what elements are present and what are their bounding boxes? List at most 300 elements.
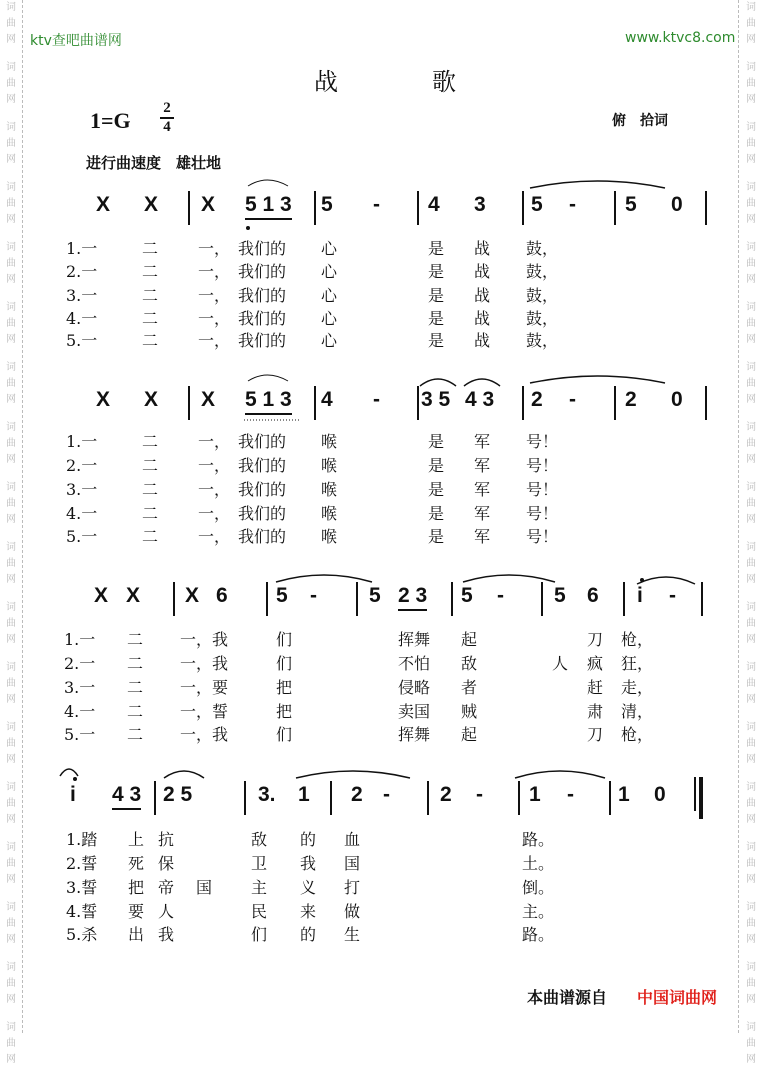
lyric-syllable: 们 — [251, 925, 268, 944]
lyric-syllable: 战 — [474, 286, 491, 305]
note-dash: - — [310, 584, 317, 607]
lyric-syllable: 号！ — [526, 527, 559, 546]
watermark-char: 词 — [746, 122, 756, 133]
lyric-syllable: 不怕 — [398, 654, 431, 673]
lyric-syllable: 是 — [428, 331, 445, 350]
watermark-char: 曲 — [746, 738, 756, 749]
watermark-char: 网 — [6, 934, 16, 945]
watermark-char: 网 — [746, 214, 756, 225]
lyric-syllable: 打 — [344, 878, 361, 897]
watermark-char: 词 — [6, 422, 16, 433]
lyric-syllable: 一， — [198, 331, 231, 350]
watermark-char: 曲 — [6, 198, 16, 209]
lyric-syllable: 鼓， — [526, 331, 559, 350]
lyric-syllable: 我们的 — [238, 432, 287, 451]
lyric-syllable: 土。 — [522, 854, 555, 873]
triplet-bracket — [248, 375, 288, 381]
site-name-left[interactable]: ktv查吧曲谱网 — [30, 33, 122, 49]
watermark-char: 曲 — [746, 18, 756, 29]
lyric-syllable: 一， — [198, 309, 231, 328]
slur — [60, 769, 78, 776]
lyric-syllable: 我们的 — [238, 262, 287, 281]
note-digit: 5 — [554, 584, 566, 607]
watermark-char: 曲 — [6, 558, 16, 569]
watermark-char: 网 — [746, 34, 756, 45]
note-dash: - — [476, 783, 483, 806]
lyric-syllable: 3.一 — [66, 286, 98, 305]
watermark-column — [4, 240, 18, 288]
lyric-syllable: 枪， — [621, 725, 654, 744]
note-digit: 5 1 3 — [245, 388, 292, 415]
note-dash: - — [669, 584, 676, 607]
lyric-syllable: 是 — [428, 504, 445, 523]
watermark-column — [744, 60, 758, 108]
watermark-char: 曲 — [6, 498, 16, 509]
lyric-syllable: 3.一 — [66, 480, 98, 499]
watermark-char: 网 — [746, 154, 756, 165]
watermark-char: 词 — [746, 422, 756, 433]
lyric-syllable: 起 — [461, 630, 478, 649]
watermark-char: 词 — [6, 902, 16, 913]
lyric-syllable: 国 — [344, 854, 361, 873]
lyric-syllable: 国 — [196, 878, 213, 897]
note-rhythm-x: X — [144, 388, 159, 411]
lyric-syllable: 一，誓 — [180, 702, 229, 721]
watermark-char: 网 — [746, 754, 756, 765]
lyric-syllable: 狂， — [621, 654, 654, 673]
time-sig-top: 2 — [163, 100, 171, 116]
lyric-syllable: 二 — [142, 286, 159, 305]
lyric-syllable: 血 — [344, 830, 361, 849]
lyric-syllable: 军 — [474, 504, 491, 523]
watermark-column — [744, 600, 758, 648]
watermark-char: 曲 — [746, 138, 756, 149]
tempo-marking: 进行曲速度 雄壮地 — [86, 154, 222, 172]
slur — [637, 577, 695, 584]
lyric-syllable: 敌 — [251, 830, 268, 849]
lyric-syllable: 者 — [461, 678, 478, 697]
note-digit: 0 — [671, 193, 683, 216]
watermark-char: 曲 — [746, 618, 756, 629]
note-digit: 0 — [654, 783, 666, 806]
lyric-syllable: 一， — [198, 504, 231, 523]
lyric-syllable: 倒。 — [522, 878, 555, 897]
lyric-syllable: 走， — [621, 678, 654, 697]
lyric-syllable: 我们的 — [238, 480, 287, 499]
lyric-syllable: 刀 — [587, 725, 604, 744]
lyric-syllable: 1.一 — [64, 630, 96, 649]
watermark-char: 词 — [746, 542, 756, 553]
watermark-char: 词 — [746, 2, 756, 13]
watermark-char: 网 — [6, 874, 16, 885]
watermark-char: 网 — [746, 934, 756, 945]
key-signature: 1=G — [90, 108, 131, 133]
watermark-char: 词 — [746, 662, 756, 673]
watermark-char: 词 — [6, 722, 16, 733]
watermark-char: 曲 — [6, 978, 16, 989]
watermark-char: 网 — [746, 94, 756, 105]
slur — [515, 771, 605, 778]
lyric-syllable: 帝 — [158, 878, 175, 897]
lyric-syllable: 我们的 — [238, 309, 287, 328]
lyric-syllable: 挥舞 — [398, 630, 431, 649]
watermark-char: 词 — [746, 302, 756, 313]
watermark-char: 网 — [746, 574, 756, 585]
lyric-syllable: 1.一 — [66, 432, 98, 451]
watermark-char: 曲 — [6, 78, 16, 89]
lyric-syllable: 5.杀 — [66, 925, 98, 944]
watermark-char: 网 — [746, 334, 756, 345]
lyric-syllable: 二 — [142, 309, 159, 328]
watermark-char: 网 — [746, 394, 756, 405]
watermark-column — [744, 360, 758, 408]
watermark-char: 词 — [746, 62, 756, 73]
lyric-syllable: 路。 — [522, 830, 555, 849]
note-digit: 4 3 — [465, 388, 495, 411]
watermark-char: 曲 — [6, 798, 16, 809]
title-char-1: 战 — [314, 68, 338, 96]
footer-source-label: 本曲谱源自 — [527, 988, 608, 1007]
watermark-char: 曲 — [6, 738, 16, 749]
lyric-syllable: 疯 — [587, 654, 604, 673]
title-char-2: 歌 — [432, 68, 456, 96]
watermark-column — [4, 600, 18, 648]
site-url-right[interactable]: www.ktvc8.com — [625, 30, 736, 46]
watermark-char: 曲 — [746, 318, 756, 329]
note-digit: 2 — [351, 783, 363, 806]
watermark-column — [4, 540, 18, 588]
watermark-char: 网 — [746, 994, 756, 1005]
lyric-syllable: 战 — [474, 262, 491, 281]
watermark-char: 曲 — [746, 798, 756, 809]
note-digit: 2 — [625, 388, 637, 411]
lyric-syllable: 一， — [198, 432, 231, 451]
watermark-column — [4, 840, 18, 888]
note-digit: 5 1 3 — [245, 193, 292, 220]
lyric-syllable: 的 — [300, 925, 317, 944]
lyric-syllable: 抗 — [158, 830, 175, 849]
watermark-char: 网 — [6, 274, 16, 285]
note-digit: 2 3 — [398, 584, 427, 611]
watermark-char: 词 — [6, 962, 16, 973]
watermark-column — [4, 720, 18, 768]
note-dash: - — [373, 193, 380, 216]
watermark-column — [744, 180, 758, 228]
lyric-syllable: 战 — [474, 239, 491, 258]
note-digit: i — [637, 584, 643, 607]
note-dash: - — [569, 388, 576, 411]
lyric-syllable: 鼓， — [526, 309, 559, 328]
watermark-char: 网 — [6, 634, 16, 645]
note-rhythm-x: X — [96, 193, 111, 216]
lyric-syllable: 1.踏 — [66, 830, 98, 849]
watermark-char: 曲 — [746, 378, 756, 389]
lyric-syllable: 二 — [142, 456, 159, 475]
watermark-column — [744, 780, 758, 828]
lyric-syllable: 们 — [276, 630, 293, 649]
lyric-syllable: 3.一 — [64, 678, 96, 697]
lyric-syllable: 一， — [198, 527, 231, 546]
note-digit: 6 — [216, 584, 228, 607]
lyric-syllable: 二 — [142, 432, 159, 451]
lyric-syllable: 挥舞 — [398, 725, 431, 744]
footer-source-site[interactable]: 中国词曲网 — [637, 988, 718, 1007]
watermark-char: 词 — [746, 782, 756, 793]
lyric-syllable: 5.一 — [64, 725, 96, 744]
lyric-syllable: 我 — [158, 925, 175, 944]
lyric-syllable: 心 — [321, 309, 338, 328]
watermark-column — [744, 960, 758, 1008]
watermark-char: 曲 — [746, 858, 756, 869]
note-digit: 1 — [529, 783, 541, 806]
lyric-syllable: 我们的 — [238, 456, 287, 475]
lyric-syllable: 侵略 — [398, 678, 431, 697]
note-rhythm-x: X — [96, 388, 111, 411]
lyric-syllable: 二 — [142, 480, 159, 499]
lyric-syllable: 军 — [474, 432, 491, 451]
note-digit: 5 — [369, 584, 381, 607]
low-octave-dot — [246, 226, 250, 230]
watermark-column — [744, 300, 758, 348]
lyric-syllable: 喉 — [321, 432, 338, 451]
lyric-syllable: 主。 — [522, 902, 555, 921]
note-digit: 5 — [276, 584, 288, 607]
note-dash: - — [383, 783, 390, 806]
lyric-syllable: 们 — [276, 725, 293, 744]
lyric-syllable: 5.一 — [66, 527, 98, 546]
watermark-char: 词 — [746, 482, 756, 493]
lyric-syllable: 是 — [428, 309, 445, 328]
lyric-syllable: 把 — [276, 678, 293, 697]
note-digit: 2 5 — [163, 783, 193, 806]
watermark-char: 词 — [6, 482, 16, 493]
watermark-column — [744, 840, 758, 888]
watermark-column — [4, 300, 18, 348]
note-digit: 1 — [618, 783, 630, 806]
lyric-syllable: 二 — [142, 262, 159, 281]
note-rhythm-x: X — [201, 193, 216, 216]
lyric-syllable: 5.一 — [66, 331, 98, 350]
lyric-syllable: 来 — [300, 902, 317, 921]
lyric-syllable: 号！ — [526, 504, 559, 523]
note-digit: 2 — [531, 388, 543, 411]
lyric-syllable: 保 — [158, 854, 175, 873]
lyric-syllable: 义 — [300, 878, 317, 897]
watermark-char: 词 — [6, 362, 16, 373]
watermark-column — [744, 1020, 758, 1068]
lyric-syllable: 人 — [552, 654, 569, 673]
lyric-syllable: 我们的 — [238, 331, 287, 350]
watermark-char: 网 — [6, 154, 16, 165]
watermark-char: 词 — [746, 602, 756, 613]
watermark-column — [4, 420, 18, 468]
watermark-char: 网 — [6, 34, 16, 45]
watermark-column — [4, 780, 18, 828]
note-rhythm-x: X — [201, 388, 216, 411]
watermark-char: 词 — [6, 602, 16, 613]
note-rhythm-x: X — [144, 193, 159, 216]
note-rhythm-x: X — [94, 584, 109, 607]
lyric-syllable: 二 — [127, 630, 144, 649]
watermark-char: 曲 — [746, 1038, 756, 1049]
lyric-syllable: 2.一 — [64, 654, 96, 673]
lyric-syllable: 是 — [428, 286, 445, 305]
watermark-column — [744, 660, 758, 708]
lyric-syllable: 路。 — [522, 925, 555, 944]
lyric-syllable: 主 — [251, 878, 268, 897]
slur — [463, 575, 555, 582]
watermark-char: 曲 — [6, 138, 16, 149]
watermark-column — [744, 720, 758, 768]
watermark-char: 网 — [6, 454, 16, 465]
lyric-syllable: 一， — [198, 286, 231, 305]
watermark-char: 网 — [6, 514, 16, 525]
lyric-syllable: 军 — [474, 480, 491, 499]
watermark-char: 词 — [6, 542, 16, 553]
note-dash: - — [373, 388, 380, 411]
note-dash: - — [567, 783, 574, 806]
watermark-char: 词 — [746, 362, 756, 373]
note-digit: 1 — [298, 783, 310, 806]
watermark-char: 词 — [6, 662, 16, 673]
lyric-syllable: 喉 — [321, 456, 338, 475]
watermark-char: 网 — [6, 754, 16, 765]
lyric-syllable: 人 — [158, 902, 175, 921]
watermark-char: 网 — [6, 94, 16, 105]
watermark-column — [4, 900, 18, 948]
slur — [530, 376, 665, 383]
watermark-column — [4, 660, 18, 708]
lyric-syllable: 上 — [128, 830, 145, 849]
watermark-column — [744, 240, 758, 288]
note-digit: 3 — [474, 193, 486, 216]
note-digit: 4 — [321, 388, 333, 411]
lyric-syllable: 2.誓 — [66, 854, 98, 873]
watermark-char: 曲 — [6, 678, 16, 689]
watermark-char: 曲 — [746, 978, 756, 989]
lyric-syllable: 起 — [461, 725, 478, 744]
note-digit: 5 — [321, 193, 333, 216]
lyric-syllable: 2.一 — [66, 262, 98, 281]
slur — [464, 379, 500, 386]
watermark-char: 词 — [746, 1022, 756, 1033]
note-rhythm-x: X — [185, 584, 200, 607]
watermark-char: 网 — [6, 574, 16, 585]
note-digit: 0 — [671, 388, 683, 411]
watermark-char: 曲 — [746, 558, 756, 569]
lyric-syllable: 军 — [474, 456, 491, 475]
lyric-syllable: 二 — [142, 331, 159, 350]
watermark-char: 曲 — [746, 258, 756, 269]
watermark-char: 网 — [6, 1054, 16, 1065]
watermark-char: 词 — [746, 902, 756, 913]
watermark-column — [4, 360, 18, 408]
watermark-char: 网 — [6, 994, 16, 1005]
watermark-char: 词 — [746, 182, 756, 193]
lyric-syllable: 是 — [428, 262, 445, 281]
lyric-syllable: 鼓， — [526, 239, 559, 258]
lyric-syllable: 1.一 — [66, 239, 98, 258]
note-dash: - — [497, 584, 504, 607]
note-digit: 4 — [428, 193, 440, 216]
watermark-char: 曲 — [6, 858, 16, 869]
watermark-column — [4, 1020, 18, 1068]
lyric-syllable: 清， — [621, 702, 654, 721]
lyric-syllable: 一， — [198, 262, 231, 281]
watermark-char: 网 — [6, 394, 16, 405]
watermark-char: 曲 — [6, 318, 16, 329]
note-rhythm-x: X — [126, 584, 141, 607]
lyric-syllable: 是 — [428, 456, 445, 475]
lyric-syllable: 4.一 — [66, 309, 98, 328]
lyric-syllable: 枪， — [621, 630, 654, 649]
lyric-syllable: 要 — [128, 902, 145, 921]
lyric-syllable: 做 — [344, 902, 361, 921]
slur — [420, 379, 456, 386]
watermark-char: 网 — [6, 214, 16, 225]
watermark-column — [744, 420, 758, 468]
watermark-column — [4, 180, 18, 228]
lyric-syllable: 鼓， — [526, 286, 559, 305]
lyric-syllable: 心 — [321, 286, 338, 305]
watermark-char: 曲 — [746, 678, 756, 689]
lyric-syllable: 死 — [128, 854, 145, 873]
watermark-char: 曲 — [6, 258, 16, 269]
lyric-syllable: 二 — [142, 504, 159, 523]
lyric-syllable: 号！ — [526, 480, 559, 499]
watermark-char: 网 — [746, 1054, 756, 1065]
lyric-syllable: 肃 — [587, 702, 604, 721]
lyric-syllable: 敌 — [461, 654, 478, 673]
note-digit: 5 — [461, 584, 473, 607]
lyric-syllable: 心 — [321, 262, 338, 281]
lyric-syllable: 二 — [127, 678, 144, 697]
slur — [164, 771, 204, 778]
watermark-column — [744, 480, 758, 528]
lyric-syllable: 把 — [128, 878, 145, 897]
lyric-syllable: 一，要 — [180, 678, 229, 697]
watermark-char: 网 — [746, 814, 756, 825]
slur — [530, 181, 665, 188]
lyric-syllable: 二 — [127, 725, 144, 744]
watermark-char: 曲 — [746, 198, 756, 209]
lyric-syllable: 刀 — [587, 630, 604, 649]
lyric-syllable: 号！ — [526, 432, 559, 451]
slur — [296, 771, 410, 778]
watermark-char: 词 — [6, 842, 16, 853]
lyric-syllable: 心 — [321, 239, 338, 258]
lyric-syllable: 战 — [474, 331, 491, 350]
watermark-char: 词 — [6, 62, 16, 73]
watermark-char: 词 — [6, 122, 16, 133]
lyric-syllable: 二 — [127, 654, 144, 673]
lyric-syllable: 3.誓 — [66, 878, 98, 897]
lyric-syllable: 一， — [198, 456, 231, 475]
lyric-syllable: 喉 — [321, 480, 338, 499]
watermark-column — [4, 960, 18, 1008]
watermark-char: 网 — [6, 814, 16, 825]
watermark-char: 曲 — [746, 918, 756, 929]
watermark-char: 网 — [746, 634, 756, 645]
note-digit: 3. — [258, 783, 276, 806]
lyric-syllable: 军 — [474, 527, 491, 546]
slur — [276, 575, 372, 582]
watermark-char: 词 — [6, 182, 16, 193]
watermark-char: 曲 — [6, 918, 16, 929]
lyric-syllable: 是 — [428, 432, 445, 451]
watermark-char: 曲 — [746, 498, 756, 509]
watermark-char: 曲 — [6, 618, 16, 629]
